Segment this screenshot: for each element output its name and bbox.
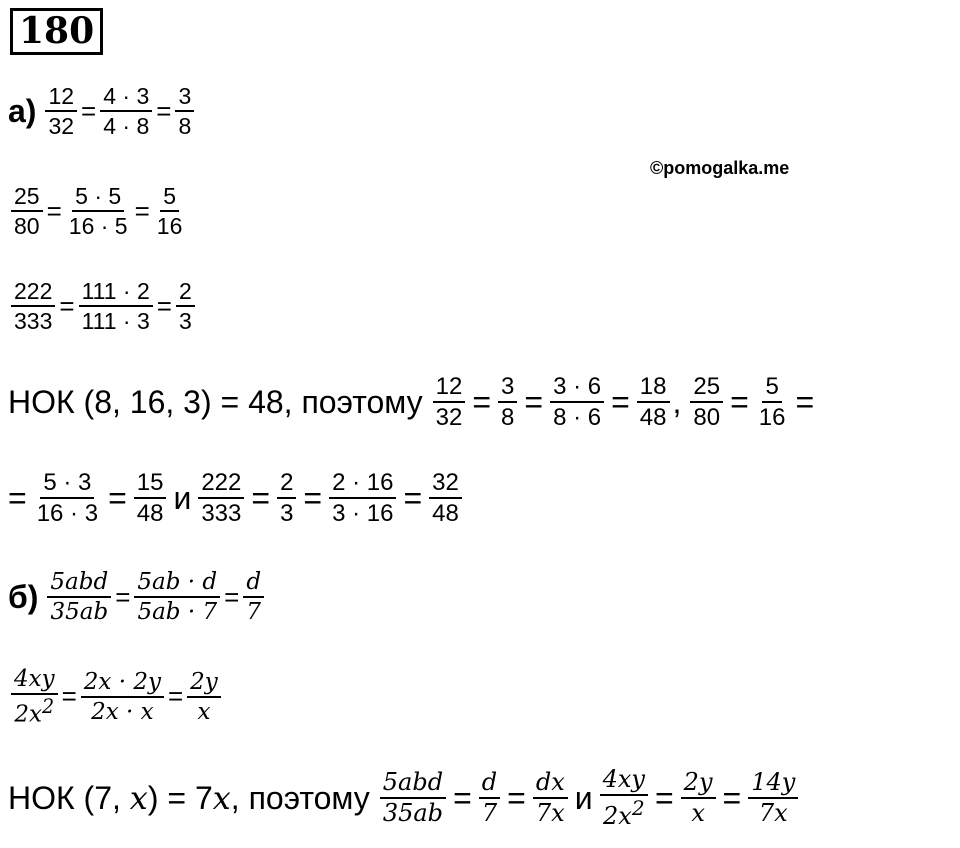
lcm-statement: НОК (8, 16, 3) = 48, поэтому: [8, 383, 423, 420]
numerator: 4xy: [11, 665, 58, 695]
fraction: [243, 568, 264, 626]
part-a-line-1: [8, 82, 197, 140]
fraction: [433, 372, 466, 433]
fraction: [681, 768, 716, 829]
denominator: 5ab · 7: [137, 599, 218, 626]
denominator: 16 · 3: [36, 500, 99, 528]
part-b-line-2: [8, 665, 224, 729]
denominator: 3: [280, 500, 294, 528]
numerator: 4xy: [600, 765, 648, 796]
fraction: [134, 468, 167, 529]
equals-sign: =: [303, 479, 323, 516]
numerator: 12: [45, 82, 77, 112]
fraction: [81, 668, 164, 726]
fraction: [748, 768, 798, 829]
numerator: 2: [176, 277, 195, 307]
equals-sign: =: [722, 779, 742, 816]
part-a-lcm-line-2: [8, 468, 465, 529]
fraction: [11, 182, 43, 240]
numerator: 12: [433, 372, 466, 403]
denominator: 333: [201, 500, 242, 528]
fraction: [600, 765, 648, 832]
equals-sign: =: [108, 479, 127, 516]
equals-sign: =: [46, 195, 62, 226]
equals-sign: =: [251, 479, 271, 516]
denominator: 16 · 5: [68, 213, 128, 240]
denominator: 48: [432, 500, 459, 528]
numerator: 3: [175, 82, 194, 112]
equals-sign: =: [59, 290, 75, 321]
numerator: 5abd: [47, 568, 111, 598]
denominator: x: [197, 698, 211, 725]
denominator: 80: [14, 213, 40, 240]
equals-sign: =: [134, 195, 150, 226]
fraction: [34, 468, 101, 529]
denominator: 35ab: [50, 599, 109, 626]
denominator: 3 · 16: [332, 500, 394, 528]
denominator: 8 · 6: [553, 404, 602, 432]
fraction: [380, 768, 446, 829]
equals-sign: =: [730, 383, 749, 420]
equals-sign: =: [81, 95, 97, 126]
numerator: d: [479, 768, 500, 799]
part-b-line-1: [8, 568, 267, 626]
denominator: 7: [481, 799, 498, 828]
denominator: 2x · x: [91, 698, 154, 725]
numerator: 14y: [748, 768, 798, 799]
numerator: 5abd: [380, 768, 446, 799]
equals-sign: =: [115, 581, 131, 612]
fraction: [198, 468, 244, 529]
numerator: d: [243, 568, 264, 598]
numerator: 2 · 16: [329, 468, 396, 499]
fraction: [176, 277, 195, 335]
fraction: [277, 468, 296, 529]
equals-sign: =: [524, 383, 544, 420]
numerator: 111 · 2: [79, 277, 153, 307]
exponent: 2: [631, 796, 645, 821]
numerator: 2x · 2y: [81, 668, 164, 698]
part-b-lcm-line: [8, 765, 801, 832]
variable: x: [129, 779, 148, 818]
part-a-lcm-line-1: [8, 372, 818, 433]
equals-sign: =: [403, 479, 423, 516]
numerator: 5ab · d: [134, 568, 220, 598]
equals-sign: =: [795, 383, 815, 420]
equals-sign: =: [224, 581, 240, 612]
numerator: 18: [637, 372, 670, 403]
fraction: [100, 82, 152, 140]
equals-sign: =: [167, 681, 184, 712]
equals-sign: =: [453, 779, 472, 816]
lcm-text: НОК (7,: [8, 780, 130, 817]
variable: x: [212, 779, 231, 818]
fraction: [533, 768, 568, 829]
fraction: [11, 665, 58, 729]
numerator: 5: [762, 372, 781, 403]
denominator: 7x: [535, 799, 565, 828]
numerator: 15: [134, 468, 167, 499]
fraction: [134, 568, 220, 626]
denominator: 16: [156, 213, 183, 240]
denominator: 32: [435, 404, 463, 432]
conjunction: и: [173, 479, 192, 516]
fraction: [66, 182, 131, 240]
denominator: 4 · 8: [103, 113, 150, 140]
denominator: 48: [639, 404, 667, 432]
problem-number: 180: [10, 8, 103, 55]
equals-sign: =: [654, 779, 674, 816]
denominator: 16: [758, 404, 786, 432]
denominator: 7: [246, 599, 262, 626]
fraction: [79, 277, 153, 335]
numerator: 222: [198, 468, 244, 499]
part-a-label: а): [8, 92, 37, 129]
equals-sign: =: [61, 681, 77, 712]
numerator: 25: [690, 372, 723, 403]
denominator: 8: [501, 404, 515, 432]
numerator: 25: [11, 182, 43, 212]
denominator: [11, 695, 57, 729]
fraction: [154, 182, 186, 240]
lcm-statement: [8, 779, 370, 817]
equals-sign: =: [611, 383, 630, 420]
conjunction: и: [574, 779, 593, 816]
fraction: [429, 468, 462, 529]
numerator: 5 · 5: [72, 182, 124, 212]
denominator: 333: [14, 308, 53, 335]
fraction: [637, 372, 670, 433]
numerator: 222: [11, 277, 55, 307]
exponent: 2: [42, 695, 55, 719]
part-a-line-2: [8, 182, 188, 240]
numerator: 32: [429, 468, 462, 499]
fraction: [47, 568, 111, 626]
fraction: [550, 372, 604, 433]
denominator: 32: [48, 113, 75, 140]
comma: ,: [672, 383, 682, 420]
numerator: 3: [498, 372, 517, 403]
fraction: [45, 82, 77, 140]
denominator: 3: [178, 308, 192, 335]
fraction: [479, 768, 500, 829]
part-a-line-3: [8, 277, 198, 335]
denominator: 7x: [758, 799, 788, 828]
equals-sign: =: [8, 479, 27, 516]
equals-sign: =: [156, 95, 172, 126]
denominator-base: 2x: [14, 701, 42, 728]
part-b-label: б): [8, 578, 39, 615]
numerator: 2y: [681, 768, 716, 799]
denominator-base: 2x: [603, 802, 632, 831]
fraction: [187, 668, 221, 726]
fraction: [690, 372, 723, 433]
fraction: [329, 468, 396, 529]
numerator: 5 · 3: [40, 468, 94, 499]
denominator: [600, 796, 648, 831]
numerator: 2: [277, 468, 296, 499]
equals-sign: =: [156, 290, 172, 321]
fraction: [498, 372, 517, 433]
equals-sign: =: [472, 383, 492, 420]
denominator: 80: [693, 404, 721, 432]
lcm-text: , поэтому: [230, 780, 370, 817]
watermark: ©pomogalka.me: [650, 158, 790, 178]
fraction: [756, 372, 789, 433]
denominator: 48: [136, 500, 164, 528]
denominator: x: [691, 799, 705, 828]
numerator: 3 · 6: [550, 372, 604, 403]
numerator: dx: [533, 768, 568, 799]
denominator: 8: [178, 113, 192, 140]
numerator: 4 · 3: [100, 82, 152, 112]
denominator: 111 · 3: [81, 308, 150, 335]
numerator: 2y: [187, 668, 221, 698]
fraction: [11, 277, 55, 335]
fraction: [175, 82, 194, 140]
denominator: 35ab: [382, 799, 444, 828]
numerator: 5: [160, 182, 179, 212]
lcm-text: ) = 7: [147, 780, 213, 817]
equals-sign: =: [507, 779, 526, 816]
